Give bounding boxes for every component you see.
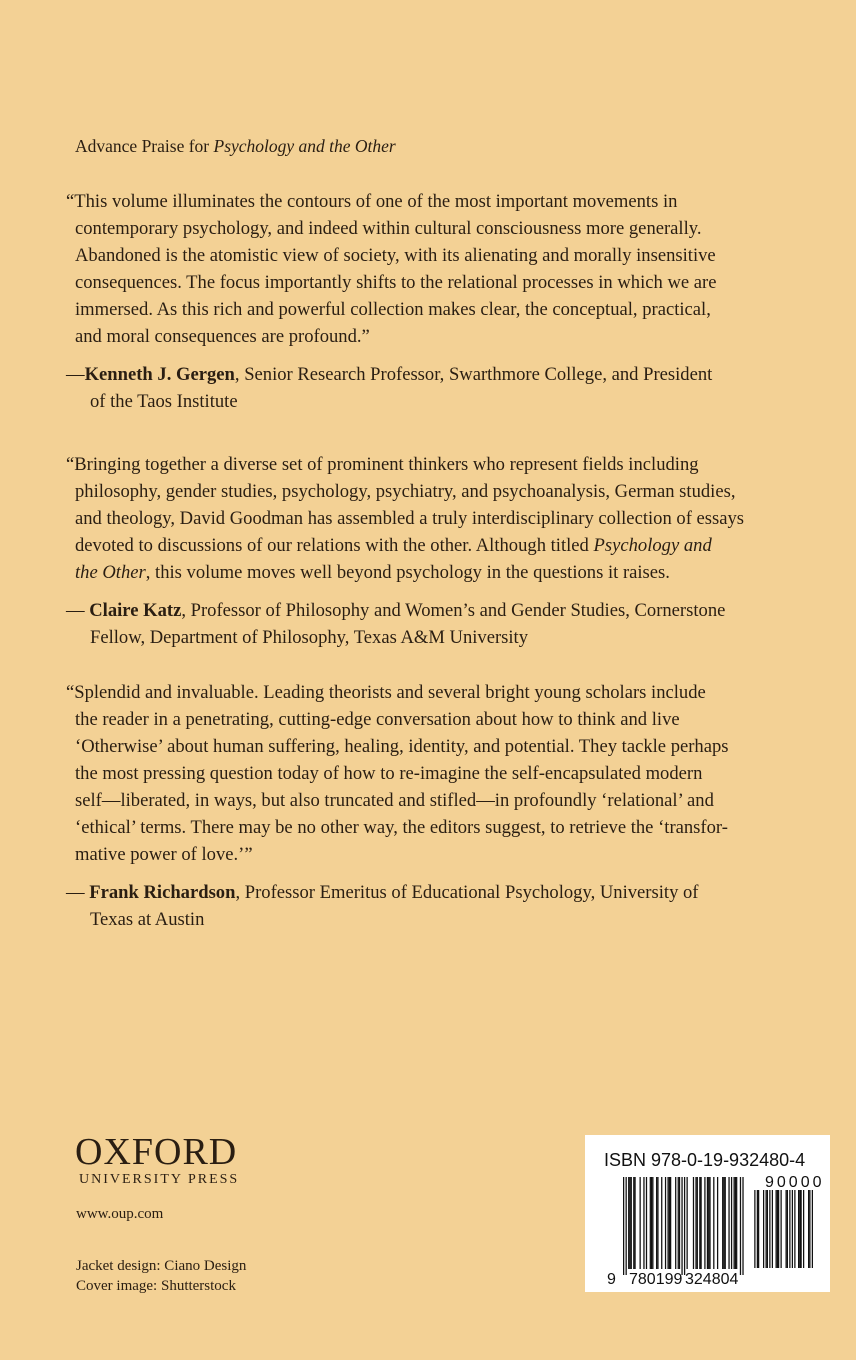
barcode-bar xyxy=(742,1177,743,1275)
barcode-bar xyxy=(754,1190,755,1268)
author-title: , Senior Research Professor, Swarthmore College, and President xyxy=(234,364,713,385)
barcode-bar xyxy=(650,1177,651,1269)
barcode-bar xyxy=(681,1177,682,1275)
barcode-left-digits: 780199 xyxy=(629,1271,683,1288)
barcode-bar xyxy=(740,1177,741,1275)
barcode-bar xyxy=(735,1177,736,1269)
quote-line: ‘ethical’ terms. There may be no other way, the editors suggest, to retrieve the ‘transfor- xyxy=(75,817,728,838)
barcode-bar xyxy=(763,1190,764,1268)
barcode-bar xyxy=(717,1177,718,1269)
quote-line: philosophy, gender studies, psychology, psychiatry, and psychoanalysis, German studies, xyxy=(75,481,736,502)
isbn-barcode xyxy=(585,1135,830,1292)
barcode-bar xyxy=(707,1177,708,1269)
barcode-bar xyxy=(626,1177,627,1275)
barcode-bar xyxy=(769,1190,770,1268)
credits xyxy=(76,1256,246,1296)
isbn-label: ISBN 978-0-19-932480-4 xyxy=(604,1150,806,1170)
barcode-bar xyxy=(643,1177,644,1269)
barcode-bar xyxy=(722,1177,723,1269)
barcode-bar xyxy=(803,1190,804,1268)
quote-line: devoted to discussions of our relations with the other. Although titled Psychology and xyxy=(75,535,712,556)
attribution xyxy=(66,597,744,651)
barcode-bar xyxy=(808,1190,809,1268)
barcode-bar xyxy=(772,1190,773,1268)
author-title: , Professor of Philosophy and Women’s and Gender Studies, Cornerstone xyxy=(181,600,726,621)
barcode-bar xyxy=(792,1190,793,1268)
barcode-bar xyxy=(757,1190,758,1268)
quote-line: consequences. The focus importantly shifts to the relational processes in which we are xyxy=(75,272,717,293)
barcode-bar xyxy=(628,1177,629,1269)
barcode-bar xyxy=(629,1177,630,1269)
heading-prefix: Advance Praise for xyxy=(75,136,214,156)
image-credit: Cover image: Shutterstock xyxy=(76,1278,236,1294)
barcode-bar xyxy=(789,1190,790,1268)
barcode-bar xyxy=(794,1190,795,1268)
author-name: Kenneth J. Gergen xyxy=(84,364,235,385)
quote-line: contemporary psychology, and indeed within cultural consciousness more generally. xyxy=(75,218,702,239)
barcode-first-digit: 9 xyxy=(607,1271,616,1288)
barcode-bar xyxy=(661,1177,662,1269)
barcode-bar xyxy=(736,1177,737,1269)
barcode-bar xyxy=(700,1177,701,1269)
barcode-bar xyxy=(713,1177,714,1269)
barcode-bar xyxy=(704,1177,705,1269)
barcode-bar xyxy=(709,1177,710,1269)
barcode-bar xyxy=(767,1190,768,1268)
quote-line: the most pressing question today of how to re-imagine the self-encapsulated modern xyxy=(75,763,703,784)
quote-line: self—liberated, in ways, but also truncated and stifled—in profoundly ‘relational’ and xyxy=(75,790,714,811)
barcode-bar xyxy=(640,1177,641,1269)
quote-line: the Other, this volume moves well beyond psychology in the questions it raises. xyxy=(75,562,670,583)
book-title: Psychology and the Other xyxy=(213,136,396,156)
attribution-line xyxy=(66,597,744,624)
attribution-line: of the Taos Institute xyxy=(90,391,238,412)
jacket-credit: Jacket design: Ciano Design xyxy=(76,1258,247,1274)
barcode-bar xyxy=(809,1190,810,1268)
barcode-bar xyxy=(731,1177,732,1269)
attribution-line xyxy=(66,361,716,388)
praise-heading xyxy=(75,136,396,157)
barcode-bar xyxy=(657,1177,658,1269)
quote-line: “Splendid and invaluable. Leading theorists and several bright young scholars include xyxy=(66,682,706,703)
attribution-line xyxy=(66,879,729,906)
barcode-bar xyxy=(667,1177,668,1269)
barcode-addon-digits: 90000 xyxy=(765,1174,825,1191)
quote-gergen xyxy=(66,188,716,415)
barcode-right-digits: 324804 xyxy=(685,1271,739,1288)
barcode-bar xyxy=(646,1177,647,1269)
barcode-bar xyxy=(675,1177,676,1269)
barcode-bar xyxy=(728,1177,729,1269)
dash: — xyxy=(66,600,90,621)
barcode-bar xyxy=(693,1177,694,1269)
barcode-bar xyxy=(656,1177,657,1269)
barcode-bar xyxy=(723,1177,724,1269)
author-name: Claire Katz xyxy=(89,600,182,621)
barcode-bar xyxy=(631,1177,632,1269)
attribution-line: Fellow, Department of Philosophy, Texas A&M University xyxy=(90,627,529,648)
barcode-bar xyxy=(758,1190,759,1268)
barcode-bar xyxy=(725,1177,726,1269)
barcode-bar xyxy=(687,1177,688,1269)
barcode-bar xyxy=(623,1177,624,1275)
quote-line: the reader in a penetrating, cutting-edge conversation about how to think and live xyxy=(75,709,680,730)
barcode-bar xyxy=(776,1190,777,1268)
attribution-line: Texas at Austin xyxy=(90,909,205,930)
barcode-bar xyxy=(777,1190,778,1268)
quote-line: ‘Otherwise’ about human suffering, healing, identity, and potential. They tackle perhaps xyxy=(75,736,729,757)
barcode-bar xyxy=(669,1177,670,1269)
barcode-bar xyxy=(733,1177,734,1269)
quote-line: Abandoned is the atomistic view of society, with its alienating and morally insensitive xyxy=(75,245,716,266)
quote-line: and moral consequences are profound.” xyxy=(75,326,370,347)
barcode-bar xyxy=(670,1177,671,1269)
barcode-bar xyxy=(699,1177,700,1269)
barcode-bar xyxy=(766,1190,767,1268)
quote-line: mative power of love.’” xyxy=(75,844,253,865)
barcode-bar xyxy=(781,1190,782,1268)
quote-line: and theology, David Goodman has assembled a truly interdisciplinary collection of essays xyxy=(75,508,745,529)
barcode-bar xyxy=(798,1190,799,1268)
quote-richardson xyxy=(66,679,729,933)
dash: — xyxy=(66,882,90,903)
quote-line: “Bringing together a diverse set of prominent thinkers who represent fields including xyxy=(66,454,699,475)
barcode-bar xyxy=(787,1190,788,1268)
barcode-bar xyxy=(652,1177,653,1269)
attribution xyxy=(66,879,729,933)
barcode-bar xyxy=(786,1190,787,1268)
barcode-bar xyxy=(634,1177,635,1269)
barcode-bar xyxy=(678,1177,679,1269)
barcode-bar xyxy=(679,1177,680,1269)
barcode-bar xyxy=(695,1177,696,1269)
barcode-bar xyxy=(651,1177,652,1269)
author-title: , Professor Emeritus of Educational Psychology, University of xyxy=(235,882,699,903)
barcode-bars xyxy=(585,1135,830,1292)
barcode-bar xyxy=(799,1190,800,1268)
barcode-bar xyxy=(684,1177,685,1275)
publisher-logo: OXFORD xyxy=(75,1131,238,1173)
barcode-bar xyxy=(708,1177,709,1269)
barcode-bar xyxy=(665,1177,666,1269)
barcode-bar xyxy=(801,1190,802,1268)
barcode-bar xyxy=(778,1190,779,1268)
publisher-subtitle: UNIVERSITY PRESS xyxy=(79,1172,240,1187)
quote-line: “This volume illuminates the contours of one of the most important movements in xyxy=(66,191,678,212)
quote-line: immersed. As this rich and powerful collection makes clear, the conceptual, practical, xyxy=(75,299,711,320)
quote-katz xyxy=(66,451,744,651)
publisher-url: www.oup.com xyxy=(76,1206,164,1222)
barcode-bar xyxy=(697,1177,698,1269)
attribution xyxy=(66,361,716,415)
author-name: Frank Richardson xyxy=(89,882,236,903)
barcode-bar xyxy=(812,1190,813,1268)
barcode-bar xyxy=(633,1177,634,1269)
dash: — xyxy=(66,364,85,385)
